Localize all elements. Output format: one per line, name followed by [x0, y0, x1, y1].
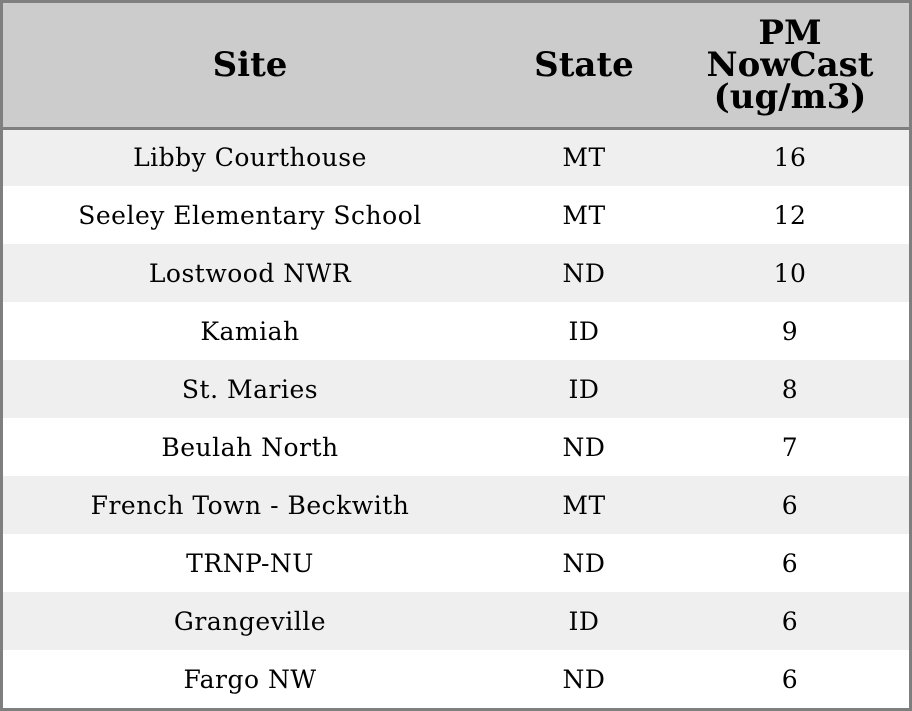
header-pm-line-2: NowCast — [706, 44, 874, 85]
cell-site: Seeley Elementary School — [78, 200, 422, 230]
cell-site: French Town - Beckwith — [90, 490, 410, 520]
cell-pm-nowcast: 6 — [781, 664, 799, 694]
cell-site: Libby Courthouse — [133, 143, 367, 173]
cell-site: Lostwood NWR — [148, 258, 352, 288]
cell-pm-nowcast: 6 — [781, 490, 799, 520]
cell-state: MT — [562, 143, 606, 173]
cell-state: MT — [562, 490, 606, 520]
cell-pm-nowcast: 6 — [781, 548, 799, 578]
cell-site: St. Maries — [181, 374, 319, 404]
table-row — [3, 244, 909, 302]
cell-pm-nowcast: 9 — [781, 316, 799, 346]
cell-site: Beulah North — [161, 432, 339, 462]
cell-state: MT — [562, 200, 606, 230]
cell-state: ND — [562, 664, 606, 694]
cell-state: ND — [562, 548, 606, 578]
table-row — [3, 534, 909, 592]
cell-pm-nowcast: 10 — [773, 258, 807, 288]
header-pm-line-3: (ug/m3) — [713, 76, 867, 117]
cell-site: Kamiah — [200, 316, 300, 346]
cell-state: ND — [562, 432, 606, 462]
table-body — [3, 128, 909, 708]
cell-pm-nowcast: 8 — [781, 374, 799, 404]
table-row — [3, 360, 909, 418]
table-row — [3, 650, 909, 708]
cell-site: Grangeville — [173, 606, 327, 636]
cell-site: Fargo NW — [183, 664, 317, 694]
cell-state: ID — [568, 606, 600, 636]
table-row — [3, 476, 909, 534]
table-row — [3, 592, 909, 650]
cell-pm-nowcast: 6 — [781, 606, 799, 636]
cell-state: ID — [568, 316, 600, 346]
pm-nowcast-table — [3, 3, 909, 708]
cell-pm-nowcast: 16 — [773, 143, 807, 173]
cell-pm-nowcast: 7 — [781, 432, 799, 462]
table-row — [3, 128, 909, 186]
cell-state: ID — [568, 374, 600, 404]
header-site: Site — [3, 3, 497, 128]
header-row — [3, 3, 909, 128]
header-pm-line-1: PM — [758, 12, 822, 53]
cell-pm-nowcast: 12 — [773, 200, 807, 230]
table-row — [3, 302, 909, 360]
table-row — [3, 418, 909, 476]
cell-state: ND — [562, 258, 606, 288]
header-state: State — [497, 3, 671, 128]
header-pm-nowcast — [671, 3, 909, 128]
table-row — [3, 186, 909, 244]
cell-site: TRNP-NU — [186, 548, 314, 578]
